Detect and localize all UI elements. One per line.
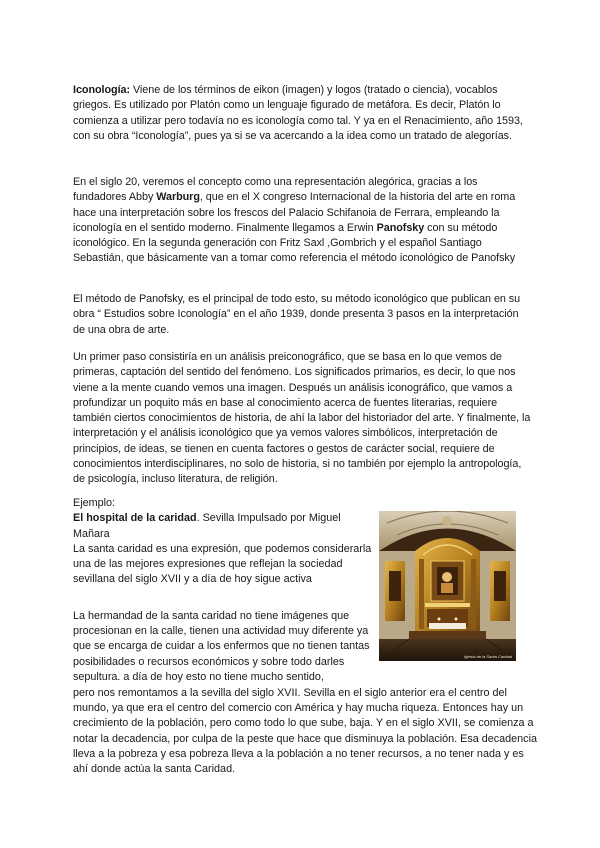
pasos-text: Un primer paso consistiría en un análisis preiconográfico, que se basa en lo que vemos de primeras, captación del sentido del fenómeno. Los significados primarios, es decir, lo que nos viene a la mente cuando vemos una imagen. Después un análisis iconográfico, que vamos a profundizar un poquito más en base al conocimiento acerca de fuentes literarias, requiere también ciertos conocimientos de historia, de ahí la labor del historiador del arte. Y finalmente, la interpretación y el análisis iconológico que ya vemos valores simbólicos, interpretación de principios, de ideas, se tienen en cuenta factores o gestos de carácter social, requiere de conocimientos interdisciplinares, no solo de historia, si no también por ejemplo la antropología, de psicología, incluso literatura, de religión. <box>73 351 531 486</box>
paragraph-siglo-20 <box>73 175 533 267</box>
example-intro-block <box>73 496 373 588</box>
name-panofsky: Panofsky <box>376 221 425 234</box>
example-para-b-text: pero nos remontamos a la sevilla del siglo XVII. Sevilla en el siglo anterior era el centro del mundo, ya que era el centro del comercio con América y hay mucha riqueza. Entonces hay un crecimiento de la población, pero como todo lo que sube, baja. Y en el siglo XVII, se comienza a notar la decadencia, por culpa de la peste que hace que disminuya la población. Esa decadencia lleva a la pobreza y esa pobreza lleva a la población a no tener recursos, a no tener nada y es ahí donde actúa la santa Caridad. <box>73 686 537 776</box>
church-interior-photo <box>379 511 516 661</box>
siglo-20-text-a: En el siglo 20, veremos el concepto como una representación alegórica, gracias a los fundadores Abby <box>73 176 478 204</box>
iconologia-definition: Viene de los términos de eikon (imagen) y logos (tratado o ciencia), vocablos griegos. Es utilizado por Platón como un lenguaje figurado de metáfora. Es decir, Platón lo comienza a utilizar pero todavía no es iconología como tal. Y ya en el Renacimiento, año 1593, con su obra “Iconología”, pues ya si se va acercando a la idea como un tratado de alegorías. <box>73 84 523 142</box>
siglo-20-text-b: , que en el X congreso Internacional de la historia del arte en roma hace una interpretación sobre los frescos del Palacio Schifanoia de Ferrara, empleando la iconología en el sentido moderno. Finalmente llegamos a Erwin <box>73 191 516 234</box>
church-interior-illustration <box>379 511 516 661</box>
example-para-a-text: La hermandad de la santa caridad no tiene imágenes que procesionan en la calle, tienen una actividad muy diferente ya que se encarga de cuidar a los enfermos que no tienen tantas posibilidades o recursos económicos y sobre todo darles sepultura. a día de hoy esto no tiene mucho sentido, <box>73 609 370 683</box>
metodo-panofsky-text: El método de Panofsky, es el principal de todo esto, su método iconológico que publican en su obra “ Estudios sobre Iconología” en el año 1939, donde presenta 3 pasos en la interpretación de una obra de arte. <box>73 293 521 336</box>
paragraph-metodo-panofsky <box>73 292 533 338</box>
example-label: Ejemplo: <box>73 497 116 509</box>
term-iconologia: Iconología: <box>73 84 131 96</box>
paragraph-iconologia <box>73 83 533 144</box>
paragraph-pasos <box>73 350 533 488</box>
example-title-rest: . Sevilla Impulsado por Miguel Mañara <box>73 512 341 540</box>
siglo-20-text-c: con su método iconológico. En la segunda generación con Fritz Saxl ,Gombrich y el español Santiago Sebastián, que básicamente van a tomar como referencia el método iconológico de Panofsky <box>73 221 516 265</box>
name-warburg: Warburg <box>156 191 200 204</box>
example-intro: La santa caridad es una expresión, que podemos considerarla una de las mejores expresiones que reflejan la sociedad sevillana del siglo XVII y a día de hoy sigue activa <box>73 542 372 586</box>
example-title: El hospital de la caridad <box>73 512 197 525</box>
photo-caption: Iglesia de la Santa Caridad <box>463 654 512 659</box>
example-para-b <box>73 675 538 788</box>
